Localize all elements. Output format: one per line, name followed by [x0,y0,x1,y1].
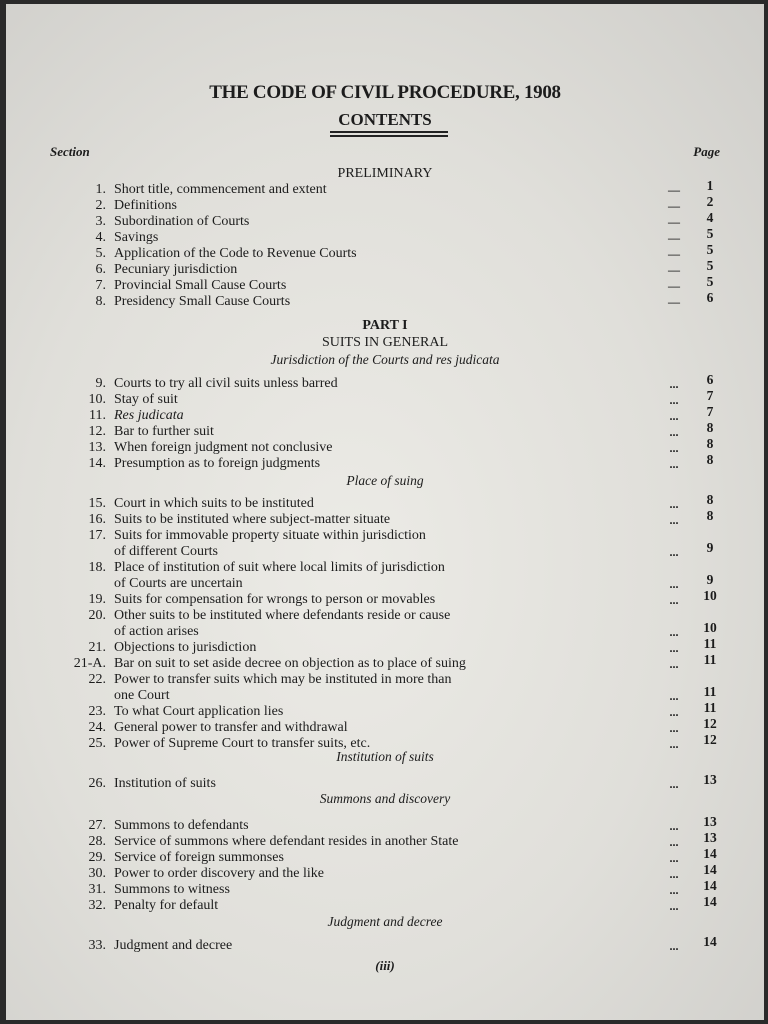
section-title: Other suits to be instituted where defendants reside or cause [114,608,451,623]
page-number: 11 [703,684,717,699]
contents-entry [6,226,764,246]
page-number: 5 [706,258,714,273]
heading-rule [330,135,448,137]
section-title: Suits to be instituted where subject-matter situate [114,512,391,527]
section-title: Definitions [114,198,177,213]
page-number: 14 [703,878,717,893]
section-title: Pecuniary jurisdiction [114,262,238,277]
leader-dots: ... [669,737,679,751]
section-number: 31. [88,882,106,897]
section-title: Power to transfer suits which may be instituted in more than [114,672,452,687]
contents-entry [6,814,764,834]
leader-dots: ... [669,393,679,407]
page-number: 2 [706,194,714,209]
contents-entry [6,388,764,408]
section-number: 25. [88,736,106,751]
section-number: 6. [95,262,106,277]
contents-entry [6,290,764,310]
section-title: Stay of suit [114,392,178,407]
leader-dots: ... [669,721,679,735]
contents-entry [6,732,764,752]
contents-entry [6,894,764,914]
page-number: 13 [703,814,717,829]
contents-entry [6,636,764,656]
contents-entry [6,492,764,512]
contents-entry [6,436,764,456]
leader-dots: — [668,183,680,197]
page-number: 8 [706,452,714,467]
section-number: 11. [89,408,106,423]
contents-entry [6,608,764,639]
leader-dots: — [668,215,680,229]
contents-entry [6,560,764,591]
section-number: 15. [88,496,106,511]
section-title: Institution of suits [114,776,216,791]
page-column-label: Page [693,144,720,159]
contents-entry [6,846,764,866]
section-title: Suits for compensation for wrongs to person or movables [114,592,436,607]
section-number: 8. [95,294,106,309]
contents-entry [6,862,764,882]
section-number: 5. [95,246,106,261]
section-title: Subordination of Courts [114,214,250,229]
contents-entry [6,404,764,424]
section-title: Suits for immovable property situate within jurisdiction [114,528,426,543]
section-title: Presidency Small Cause Courts [114,294,291,309]
contents-entry [6,700,764,720]
section-number: 12. [88,424,106,439]
leader-dots: ... [669,409,679,423]
section-number: 2. [95,198,106,213]
section-title: Objections to jurisdiction [114,640,257,655]
leader-dots: ... [669,851,679,865]
leader-dots: — [668,263,680,277]
part-heading: PART I [362,318,408,333]
section-number: 20. [88,608,106,623]
section-title: Provincial Small Cause Courts [114,278,287,293]
page-number: 14 [703,894,717,909]
leader-dots: ... [669,577,679,591]
contents-entry [6,210,764,230]
section-title: Bar to further suit [114,424,214,439]
page-number: 4 [706,210,714,225]
section-number: 7. [95,278,106,293]
page-number: 14 [703,846,717,861]
section-number: 3. [95,214,106,229]
section-number: 30. [88,866,106,881]
summons-subheading: Summons and discovery [319,791,451,806]
page-number: 7 [706,404,714,419]
contents-entry [6,194,764,214]
section-title: Bar on suit to set aside decree on objection as to place of suing [114,656,466,671]
contents-entry [6,830,764,850]
section-number: 10. [88,392,106,407]
section-number: 32. [88,898,106,913]
section-number: 28. [88,834,106,849]
contents-entry [6,588,764,608]
leader-dots: ... [669,777,679,791]
leader-dots: ... [669,625,679,639]
section-title: Summons to defendants [114,818,249,833]
page-number: 12 [703,716,717,731]
section-title: Res judicata [114,408,184,423]
leader-dots: ... [669,497,679,511]
leader-dots: ... [669,883,679,897]
page-number: 9 [706,540,714,555]
section-number: 17. [88,528,106,543]
page-number: 8 [706,436,714,451]
contents-entry [6,178,764,198]
suits-general-heading: SUITS IN GENERAL [322,335,448,350]
section-number: 9. [95,376,106,391]
section-number: 29. [88,850,106,865]
section-title: Power to order discovery and the like [114,866,324,881]
contents-entry [6,452,764,472]
section-title: Place of institution of suit where local limits of jurisdiction [114,560,445,575]
page-number: 6 [706,372,714,387]
place-of-suing-subheading: Place of suing [346,473,424,488]
page-number: 8 [706,508,714,523]
contents-entry [6,934,764,954]
section-number: 21. [88,640,106,655]
section-title: Summons to witness [114,882,230,897]
section-title: Court in which suits to be instituted [114,496,314,511]
section-title: When foreign judgment not conclusive [114,440,333,455]
leader-dots: ... [669,689,679,703]
page-number: 1 [706,178,714,193]
institution-subheading: Institution of suits [336,749,434,764]
section-title: Savings [114,230,159,245]
section-title: Judgment and decree [114,938,233,953]
section-title: Service of summons where defendant resides in another State [114,834,459,849]
page-number: 11 [703,700,717,715]
section-number: 27. [88,818,106,833]
page-number: 10 [703,588,717,603]
contents-entry [6,508,764,528]
page-number-footer: (iii) [375,958,395,973]
leader-dots: — [668,247,680,261]
leader-dots: ... [669,425,679,439]
contents-entry [6,420,764,440]
leader-dots: — [668,295,680,309]
page-number: 5 [706,274,714,289]
leader-dots: ... [669,657,679,671]
leader-dots: ... [669,457,679,471]
section-number: 1. [95,182,106,197]
preliminary-heading: PRELIMINARY [337,166,433,181]
leader-dots: ... [669,593,679,607]
leader-dots: ... [669,441,679,455]
page-number: 7 [706,388,714,403]
jurisdiction-subheading: Jurisdiction of the Courts and res judicata [270,352,500,367]
page-number: 6 [706,290,714,305]
page-number: 11 [703,636,717,651]
section-number: 19. [88,592,106,607]
contents-entry [6,258,764,278]
heading-rule [330,131,448,133]
section-title-continuation: of different Courts [114,544,218,559]
leader-dots: ... [669,939,679,953]
page-number: 10 [703,620,717,635]
leader-dots: ... [669,641,679,655]
section-title: Short title, commencement and extent [114,182,327,197]
section-number: 14. [88,456,106,471]
leader-dots: ... [669,513,679,527]
leader-dots: — [668,199,680,213]
page-number: 13 [703,830,717,845]
section-title: To what Court application lies [114,704,284,719]
section-title-continuation: of Courts are uncertain [114,576,243,591]
section-number: 26. [88,776,106,791]
contents-entry [6,878,764,898]
section-title: Application of the Code to Revenue Courts [114,246,357,261]
leader-dots: ... [669,867,679,881]
contents-entry [6,274,764,294]
leader-dots: ... [669,377,679,391]
section-number: 23. [88,704,106,719]
section-title: Service of foreign summonses [114,850,284,865]
section-number: 21-A. [73,656,106,671]
section-title-continuation: one Court [114,688,170,703]
contents-heading: CONTENTS [338,110,432,129]
leader-dots: — [668,231,680,245]
page-number: 5 [706,226,714,241]
contents-entry [6,652,764,672]
leader-dots: ... [669,705,679,719]
section-number: 4. [95,230,106,245]
page-number: 9 [706,572,714,587]
leader-dots: ... [669,545,679,559]
section-column-label: Section [50,144,90,159]
section-title-continuation: of action arises [114,624,199,639]
section-number: 18. [88,560,106,575]
contents-entry [6,772,764,792]
leader-dots: ... [669,835,679,849]
section-number: 13. [88,440,106,455]
document-title: THE CODE OF CIVIL PROCEDURE, 1908 [209,82,561,103]
section-title: General power to transfer and withdrawal [114,720,348,735]
leader-dots: ... [669,819,679,833]
page-number: 14 [703,934,717,949]
contents-entry [6,672,764,703]
judgment-subheading: Judgment and decree [327,914,443,929]
section-number: 16. [88,512,106,527]
section-title: Power of Supreme Court to transfer suits, etc. [114,736,371,751]
section-title: Penalty for default [114,898,219,913]
section-number: 22. [88,672,106,687]
page-number: 12 [703,732,717,747]
page-number: 5 [706,242,714,257]
section-title: Presumption as to foreign judgments [114,456,321,471]
page-number: 11 [703,652,717,667]
contents-entry [6,242,764,262]
section-title: Courts to try all civil suits unless barred [114,376,338,391]
page-number: 14 [703,862,717,877]
contents-entry [6,528,764,559]
page-number: 13 [703,772,717,787]
page-number: 8 [706,492,714,507]
leader-dots: — [668,279,680,293]
leader-dots: ... [669,899,679,913]
contents-entry [6,716,764,736]
section-number: 33. [88,938,106,953]
contents-entry [6,372,764,392]
section-number: 24. [88,720,106,735]
document-page [6,4,764,1020]
page-number: 8 [706,420,714,435]
